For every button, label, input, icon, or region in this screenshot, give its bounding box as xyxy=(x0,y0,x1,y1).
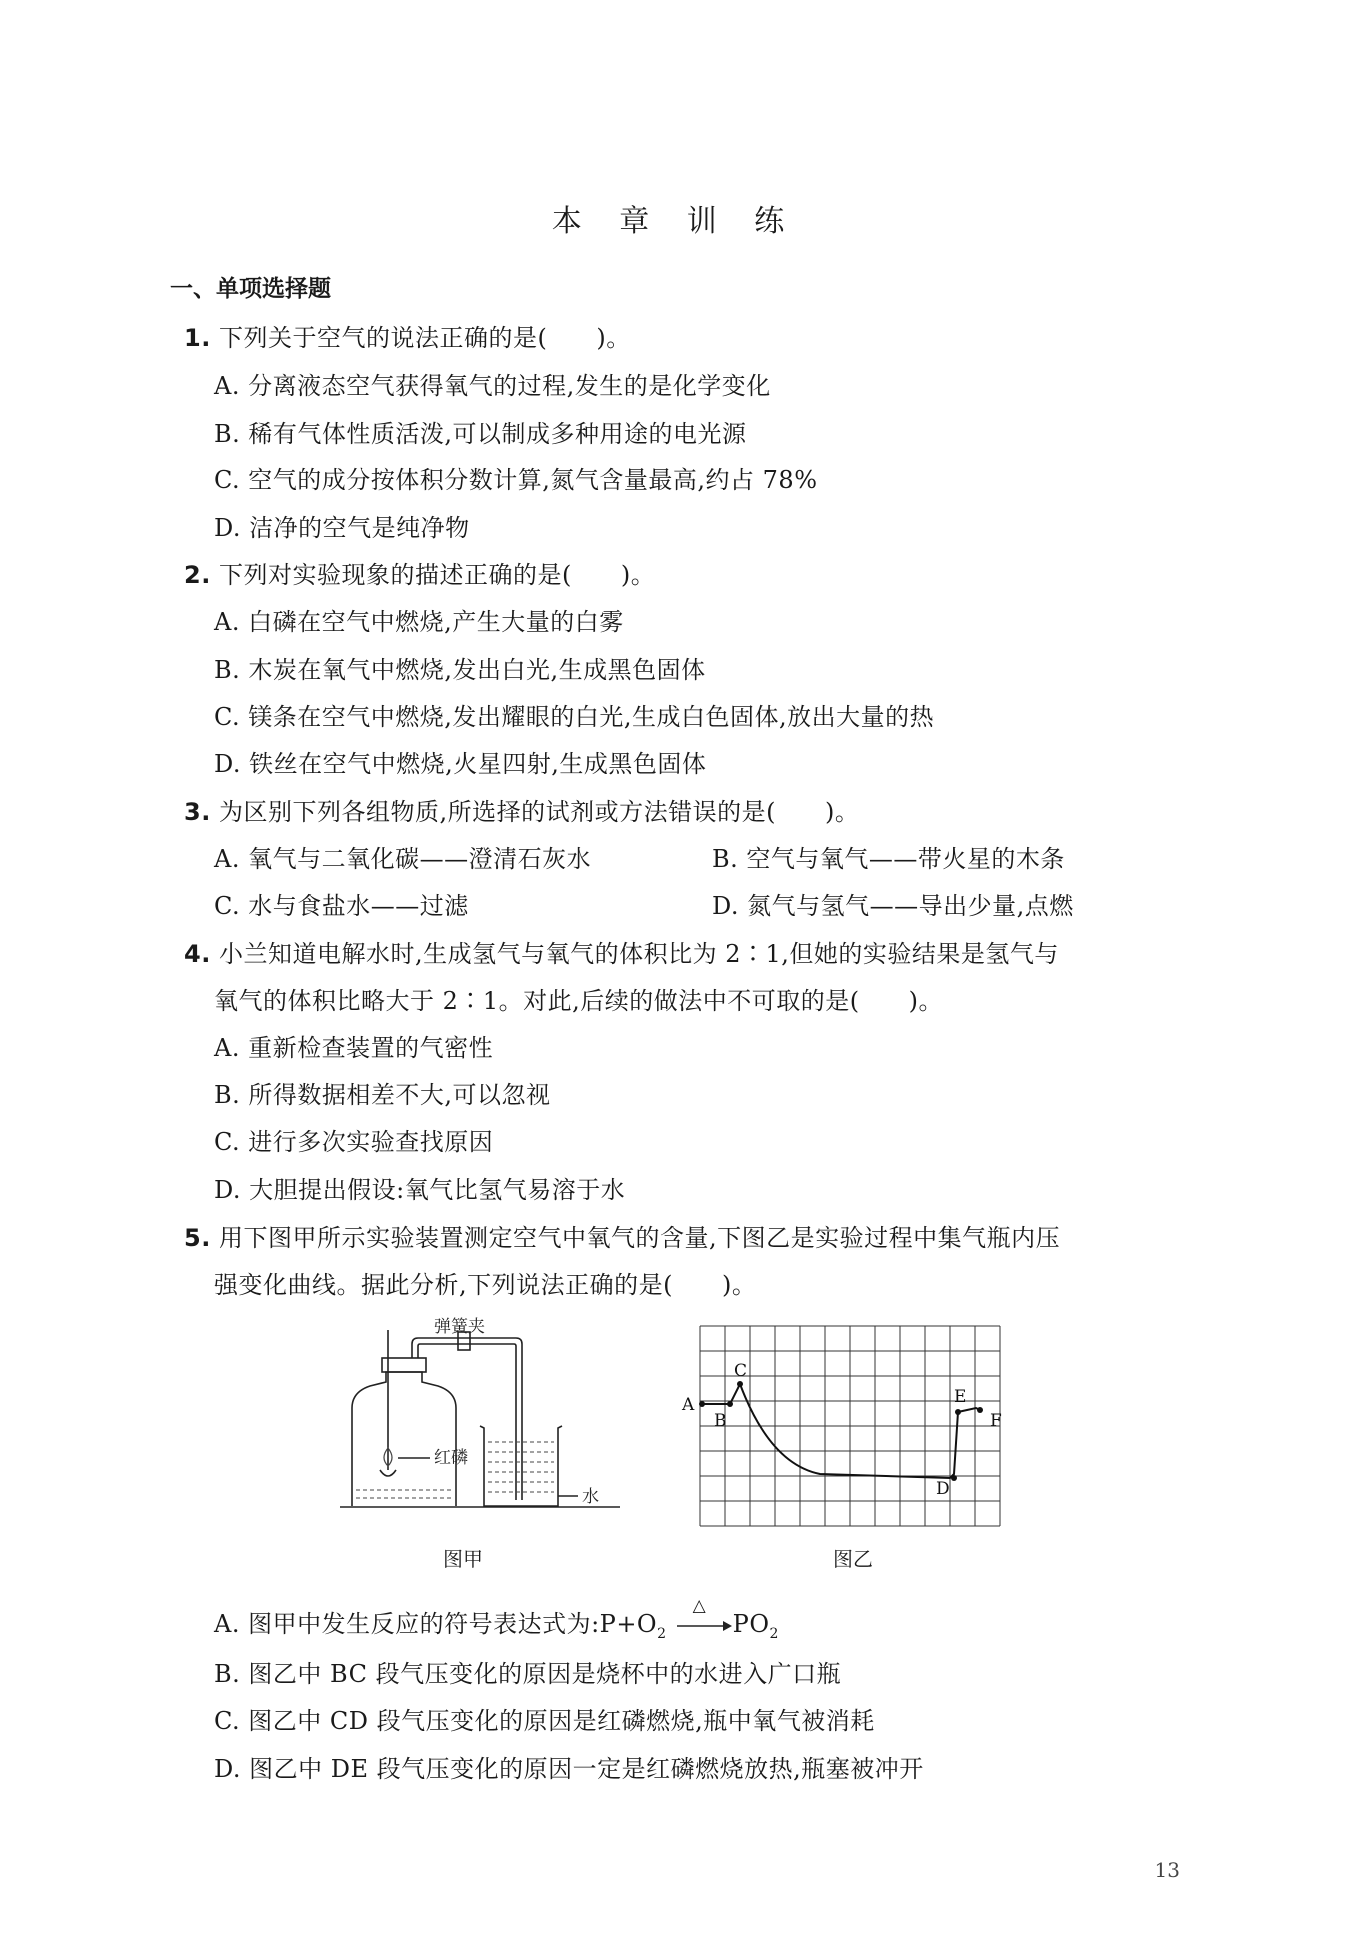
label-c: C xyxy=(734,1361,748,1381)
q4-option-d: D. 大胆提出假设:氧气比氢气易溶于水 xyxy=(214,1176,626,1204)
question-number: 4. xyxy=(184,940,211,968)
water-label: 水 xyxy=(582,1487,599,1507)
question-number: 1. xyxy=(184,324,211,352)
question-4-stem-cont: 氧气的体积比略大于 2∶1。对此,后续的做法中不可取的是( )。 xyxy=(214,987,944,1015)
section-heading: 一、单项选择题 xyxy=(170,276,331,302)
question-text: 下列关于空气的说法正确的是( )。 xyxy=(218,324,631,352)
q2-option-c: C. 镁条在空气中燃烧,发出耀眼的白光,生成白色固体,放出大量的热 xyxy=(214,703,935,731)
q3-option-c: C. 水与食盐水——过滤 xyxy=(214,892,469,920)
point-a xyxy=(699,1401,705,1407)
question-text: 小兰知道电解水时,生成氢气与氧气的体积比为 2∶1,但她的实验结果是氢气与 xyxy=(218,940,1059,968)
page-number: 13 xyxy=(1154,1858,1180,1882)
figure-yi-pressure-graph xyxy=(660,1318,1020,1536)
question-text: 用下图甲所示实验装置测定空气中氧气的含量,下图乙是实验过程中集气瓶内压 xyxy=(218,1224,1061,1252)
point-d xyxy=(951,1475,957,1481)
q1-option-b: B. 稀有气体性质活泼,可以制成多种用途的电光源 xyxy=(214,420,747,448)
figure-jia-caption: 图甲 xyxy=(443,1547,483,1571)
option-a-text: A. 图甲中发生反应的符号表达式为:P+O xyxy=(214,1610,658,1638)
q4-option-a: A. 重新检查装置的气密性 xyxy=(214,1034,494,1062)
clamp-label: 弹簧夹 xyxy=(434,1317,485,1337)
product-text: PO xyxy=(732,1610,770,1638)
q4-option-b: B. 所得数据相差不大,可以忽视 xyxy=(214,1081,551,1109)
label-d: D xyxy=(936,1479,950,1499)
question-5-stem xyxy=(184,1218,1060,1253)
label-e: E xyxy=(954,1387,967,1407)
point-c xyxy=(737,1381,743,1387)
phosphorus-label: 红磷 xyxy=(434,1448,468,1468)
subscript: 2 xyxy=(657,1625,667,1642)
q4-option-c: C. 进行多次实验查找原因 xyxy=(214,1128,494,1156)
q2-option-b: B. 木炭在氧气中燃烧,发出白光,生成黑色固体 xyxy=(214,656,706,684)
q2-option-a: A. 白磷在空气中燃烧,产生大量的白雾 xyxy=(214,608,624,636)
q1-option-d: D. 洁净的空气是纯净物 xyxy=(214,514,470,542)
q3-option-b: B. 空气与氧气——带火星的木条 xyxy=(712,845,1065,873)
heat-condition: △ xyxy=(692,1595,707,1616)
pressure-curve xyxy=(702,1384,980,1478)
label-f: F xyxy=(990,1411,1002,1431)
q5-option-d: D. 图乙中 DE 段气压变化的原因一定是红磷燃烧放热,瓶塞被冲开 xyxy=(214,1755,924,1783)
question-2-stem xyxy=(184,555,655,590)
point-b xyxy=(727,1401,733,1407)
q5-option-a xyxy=(214,1595,779,1642)
question-5-stem-cont: 强变化曲线。据此分析,下列说法正确的是( )。 xyxy=(214,1271,757,1299)
question-4-stem xyxy=(184,934,1059,969)
reaction-arrow xyxy=(675,1595,733,1638)
figure-jia-apparatus xyxy=(330,1310,630,1520)
q5-option-b: B. 图乙中 BC 段气压变化的原因是烧杯中的水进入广口瓶 xyxy=(214,1660,842,1688)
q1-option-a: A. 分离液态空气获得氧气的过程,发生的是化学变化 xyxy=(214,372,771,400)
question-number: 3. xyxy=(184,798,211,826)
page-title: 本 章 训 练 xyxy=(551,204,799,239)
q3-option-d: D. 氮气与氢气——导出少量,点燃 xyxy=(712,892,1074,920)
question-text: 下列对实验现象的描述正确的是( )。 xyxy=(218,561,656,589)
question-text: 为区别下列各组物质,所选择的试剂或方法错误的是( )。 xyxy=(218,798,860,826)
label-b: B xyxy=(714,1411,727,1431)
question-1-stem xyxy=(184,318,631,353)
q5-option-c: C. 图乙中 CD 段气压变化的原因是红磷燃烧,瓶中氧气被消耗 xyxy=(214,1707,875,1735)
q3-option-a: A. 氧气与二氧化碳——澄清石灰水 xyxy=(214,845,592,873)
subscript: 2 xyxy=(769,1625,779,1642)
point-f xyxy=(977,1407,983,1413)
question-number: 5. xyxy=(184,1224,211,1252)
label-a: A xyxy=(682,1395,695,1415)
question-3-stem xyxy=(184,792,859,827)
point-e xyxy=(955,1409,961,1415)
q2-option-d: D. 铁丝在空气中燃烧,火星四射,生成黑色固体 xyxy=(214,750,707,778)
figure-yi-caption: 图乙 xyxy=(833,1547,873,1571)
q1-option-c: C. 空气的成分按体积分数计算,氮气含量最高,约占 78% xyxy=(214,466,818,494)
graph-grid xyxy=(700,1326,1000,1526)
question-number: 2. xyxy=(184,561,211,589)
